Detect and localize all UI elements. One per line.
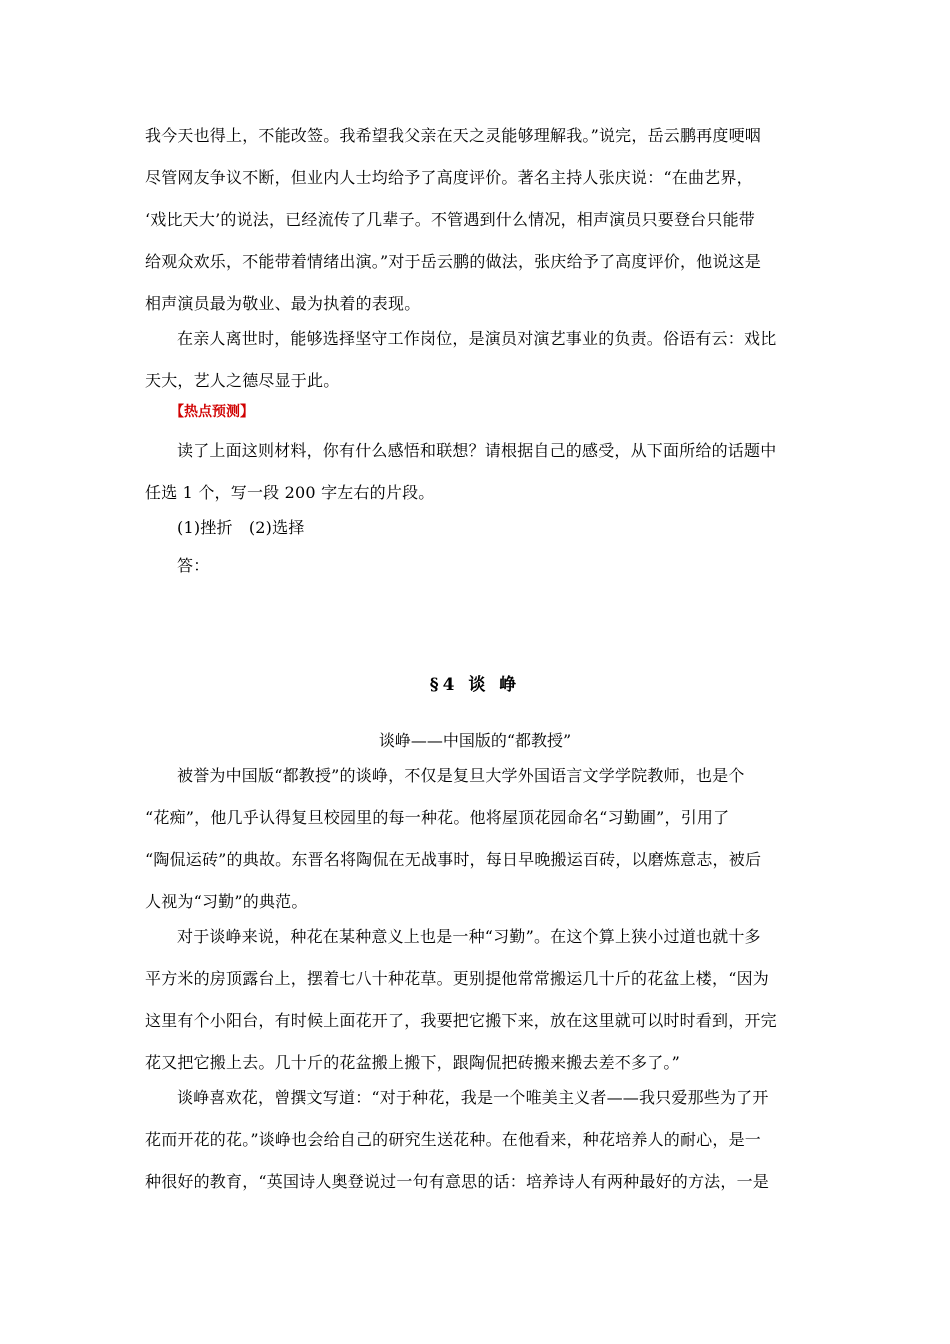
paragraph-line: 平方米的房顶露台上，摆着七八十种花草。更别提他常常搬运几十斤的花盆上楼，“因为	[145, 969, 769, 988]
paragraph-line: 人视为“习勤”的典范。	[145, 892, 308, 911]
paragraph-line: 对于谈峥来说，种花在某种意义上也是一种“习勤”。在这个算上狭小过道也就十多	[177, 927, 761, 946]
prompt-line: 读了上面这则材料，你有什么感悟和联想？请根据自己的感受，从下面所给的话题中	[177, 441, 777, 460]
paragraph-line: 尽管网友争议不断，但业内人士均给予了高度评价。著名主持人张庆说：“在曲艺界，	[145, 168, 753, 187]
answer-label: 答：	[177, 556, 210, 575]
paragraph-line: 给观众欢乐，不能带着情绪出演。”对于岳云鹏的做法，张庆给予了高度评价，他说这是	[145, 252, 761, 271]
topic-options: (1)挫折 (2)选择	[177, 518, 305, 537]
paragraph-line: 天大，艺人之德尽显于此。	[145, 371, 340, 390]
paragraph-line: 花而开花的花。”谈峥也会给自己的研究生送花种。在他看来，种花培养人的耐心，是一	[145, 1130, 761, 1149]
hot-prediction-tag: 【热点预测】	[170, 404, 254, 420]
paragraph-line: ‘戏比天大’的说法，已经流传了几辈子。不管遇到什么情况，相声演员只要登台只能带	[145, 210, 755, 229]
paragraph-line: 相声演员最为敬业、最为执着的表现。	[145, 294, 421, 313]
paragraph-line: 花又把它搬上去。几十斤的花盆搬上搬下，跟陶侃把砖搬来搬去差不多了。”	[145, 1053, 680, 1072]
paragraph-line: 谈峥喜欢花，曾撰文写道：“对于种花，我是一个唯美主义者——我只爱那些为了开	[177, 1088, 769, 1107]
paragraph-line: 在亲人离世时，能够选择坚守工作岗位，是演员对演艺事业的负责。俗语有云：戏比	[177, 329, 777, 348]
article-title: 谈峥——中国版的“都教授”	[378, 731, 572, 750]
paragraph-line: 这里有个小阳台，有时候上面花开了，我要把它搬下来，放在这里就可以时时看到，开完	[145, 1011, 777, 1030]
paragraph-line: 我今天也得上，不能改签。我希望我父亲在天之灵能够理解我。”说完，岳云鹏再度哽咽	[145, 126, 761, 145]
paragraph-line: “陶侃运砖”的典故。东晋名将陶侃在无战事时，每日早晚搬运百砖，以磨炼意志，被后	[145, 850, 762, 869]
prompt-line: 任选 1 个，写一段 200 字左右的片段。	[145, 483, 435, 502]
paragraph-line: 种很好的教育，“英国诗人奥登说过一句有意思的话：培养诗人有两种最好的方法，一是	[145, 1172, 769, 1191]
paragraph-line: 被誉为中国版“都教授”的谈峥，不仅是复旦大学外国语言文学学院教师，也是个	[177, 766, 745, 785]
section-heading: §4 谈 峥	[429, 675, 521, 695]
paragraph-line: “花痴”，他几乎认得复旦校园里的每一种花。他将屋顶花园命名“习勤圃”，引用了	[145, 808, 730, 827]
